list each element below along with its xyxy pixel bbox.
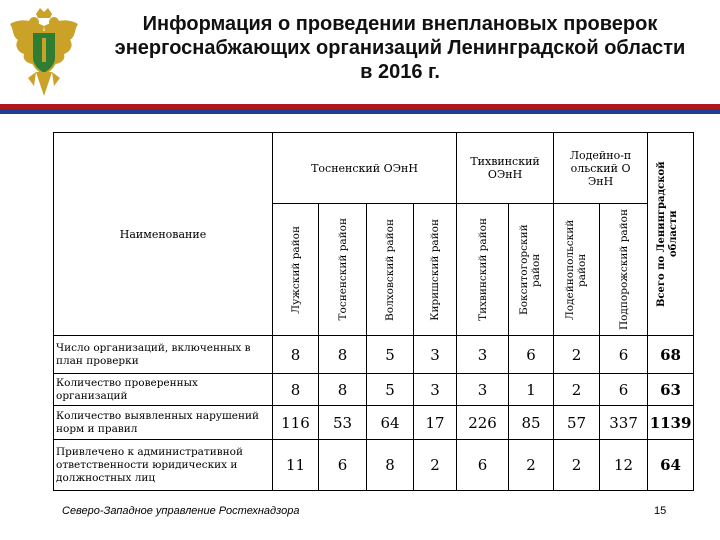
table-cell: 8 — [273, 336, 319, 374]
table-cell: 6 — [600, 336, 648, 374]
footer-organization: Северо-Западное управление Ростехнадзора — [62, 505, 300, 517]
table-cell: 2 — [509, 440, 554, 491]
column-header-tikhvin-label: Тихвинский район — [476, 218, 489, 321]
table-row — [54, 440, 694, 491]
table-cell: 8 — [319, 374, 367, 406]
blue-divider-band — [0, 109, 720, 114]
table-cell: 64 — [367, 406, 414, 440]
table-total-cell: 68 — [648, 336, 694, 374]
row-name: Количество проверенных организаций — [54, 374, 273, 406]
group-header-lodeinoe-label: Лодейно-польский ОЭнН — [569, 148, 632, 188]
group-header-tikhvin: Тихвинский ОЭнН — [457, 133, 554, 204]
table-cell: 6 — [509, 336, 554, 374]
column-header-lodeinoe-pole — [554, 204, 600, 336]
row-name: Привлечено к административной ответственности юридических и должностных лиц — [54, 440, 273, 491]
column-header-boksitogorsk — [509, 204, 554, 336]
table-cell: 2 — [414, 440, 457, 491]
table-cell: 8 — [319, 336, 367, 374]
group-header-row — [54, 133, 694, 204]
column-header-volkhov — [367, 204, 414, 336]
group-header-lodeinoe — [554, 133, 648, 204]
table-cell: 57 — [554, 406, 600, 440]
table-cell: 3 — [457, 336, 509, 374]
column-header-boksitogorsk-label: Бокситогорский район — [518, 224, 543, 315]
table-cell: 12 — [600, 440, 648, 491]
table-cell: 116 — [273, 406, 319, 440]
table-cell: 11 — [273, 440, 319, 491]
table-cell: 1 — [509, 374, 554, 406]
name-column-header: Наименование — [54, 133, 273, 336]
table-cell: 53 — [319, 406, 367, 440]
table-cell: 2 — [554, 374, 600, 406]
title-line-1: Информация о проведении внеплановых проверок — [142, 13, 658, 35]
column-header-kirishi — [414, 204, 457, 336]
column-header-luga-label: Лужский район — [289, 225, 302, 314]
column-header-kirishi-label: Киришский район — [429, 218, 442, 321]
table-cell: 8 — [367, 440, 414, 491]
column-header-podporozhye — [600, 204, 648, 336]
table-cell: 3 — [414, 374, 457, 406]
title-line-2: энергоснабжающих организаций Ленинградской области — [114, 37, 686, 59]
total-column-header-label: Всего по Ленинградской области — [655, 161, 679, 307]
column-header-tikhvin — [457, 204, 509, 336]
column-header-volkhov-label: Волховский район — [384, 218, 396, 321]
column-header-luga — [273, 204, 319, 336]
table-cell: 6 — [600, 374, 648, 406]
table-cell: 226 — [457, 406, 509, 440]
table-total-cell: 64 — [648, 440, 694, 491]
table-cell: 2 — [554, 440, 600, 491]
column-header-podporozhye-label: Подпорожский район — [617, 208, 630, 331]
double-headed-eagle-emblem-icon — [6, 6, 82, 102]
table-cell: 2 — [554, 336, 600, 374]
group-header-tosno: Тосненский ОЭнН — [273, 133, 457, 204]
page-number: 15 — [654, 505, 667, 517]
table-total-cell: 1139 — [648, 406, 694, 440]
table-cell: 17 — [414, 406, 457, 440]
column-header-lodeinoe-pole-label: Лодейнопольский район — [563, 219, 588, 320]
table-cell: 6 — [319, 440, 367, 491]
table-cell: 85 — [509, 406, 554, 440]
table-cell: 3 — [414, 336, 457, 374]
table-cell: 5 — [367, 336, 414, 374]
table-total-cell: 63 — [648, 374, 694, 406]
total-column-header — [648, 133, 694, 336]
table-row — [54, 336, 694, 374]
row-name: Число организаций, включенных в план проверки — [54, 336, 273, 374]
table-cell: 3 — [457, 374, 509, 406]
table-cell: 5 — [367, 374, 414, 406]
table-cell: 6 — [457, 440, 509, 491]
table-cell: 337 — [600, 406, 648, 440]
row-name: Количество выявленных нарушений норм и правил — [54, 406, 273, 440]
inspections-table — [53, 132, 694, 491]
title-line-3: в 2016 г. — [360, 61, 440, 83]
column-header-tosno — [319, 204, 367, 336]
page-title — [100, 12, 700, 84]
column-header-tosno-label: Тосненский район — [336, 218, 349, 321]
table-cell: 8 — [273, 374, 319, 406]
table-row — [54, 406, 694, 440]
table-row — [54, 374, 694, 406]
